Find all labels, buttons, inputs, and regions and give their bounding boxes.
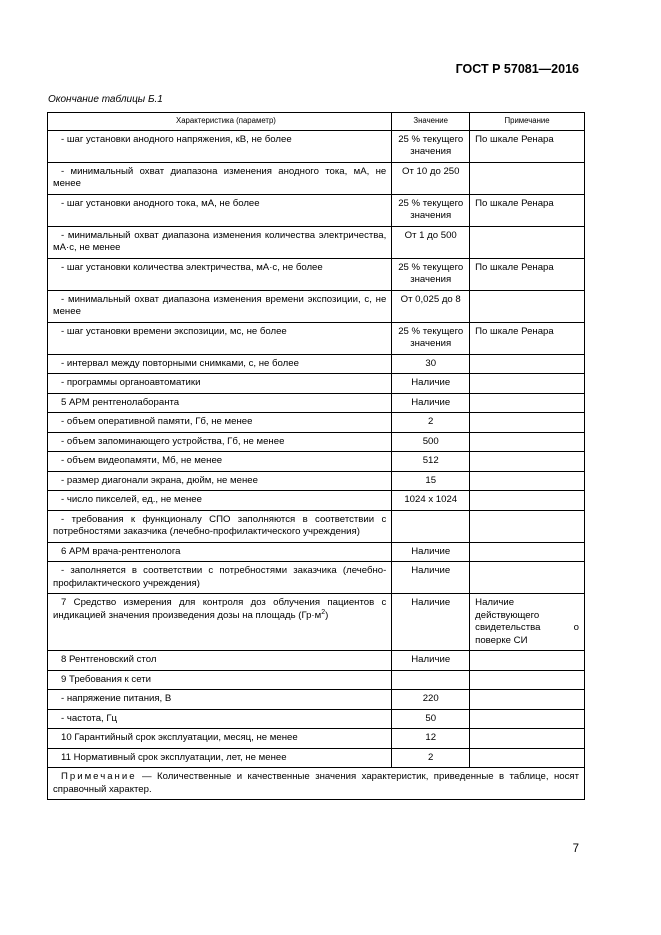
table-row	[48, 226, 585, 258]
table-row	[48, 374, 585, 394]
parameter-text: - требования к функционалу СПО заполняются в соответствии с потребностями заказчика (лечебно-профилактического учреждения)	[53, 513, 387, 537]
parameter-cell	[48, 194, 392, 226]
header-note: Примечание	[470, 113, 585, 131]
parameter-text: 8 Рентгеновский стол	[61, 654, 157, 665]
parameter-text: - минимальный охват диапазона изменения времени экспозиции, с, не менее	[53, 293, 387, 317]
value-cell: 1024 х 1024	[392, 491, 470, 511]
parameter-cell	[48, 354, 392, 374]
note-cell	[470, 471, 585, 491]
table-row	[48, 542, 585, 562]
parameter-cell	[48, 709, 392, 729]
value-cell: От 10 до 250	[392, 162, 470, 194]
table-body	[48, 130, 585, 768]
table-row	[48, 354, 585, 374]
table-row	[48, 670, 585, 690]
parameter-cell	[48, 374, 392, 394]
parameter-cell	[48, 471, 392, 491]
parameter-text: - шаг установки времени экспозиции, мс, не более	[61, 325, 287, 337]
table-row	[48, 162, 585, 194]
value-cell: 12	[392, 729, 470, 749]
value-cell: 2	[392, 748, 470, 768]
table-row	[48, 393, 585, 413]
table-row	[48, 194, 585, 226]
table-row	[48, 258, 585, 290]
header-value: Значение	[392, 113, 470, 131]
parameter-text: - размер диагонали экрана, дюйм, не менее	[61, 474, 258, 486]
value-cell: 25 % текущего значения	[392, 130, 470, 162]
table-row	[48, 452, 585, 472]
value-cell: 50	[392, 709, 470, 729]
table-row	[48, 413, 585, 433]
value-cell: От 1 до 500	[392, 226, 470, 258]
parameter-text: - программы органоавтоматики	[61, 377, 201, 388]
note-cell	[470, 542, 585, 562]
table-row	[48, 471, 585, 491]
parameter-text: - интервал между повторными снимками, с, не более	[61, 357, 299, 369]
value-cell: 2	[392, 413, 470, 433]
parameter-cell	[48, 729, 392, 749]
note-cell	[470, 413, 585, 433]
table-row	[48, 594, 585, 651]
table-footnote	[48, 768, 585, 800]
parameter-text: - объем оперативной памяти, Гб, не менее	[61, 416, 253, 427]
table-row	[48, 432, 585, 452]
note-cell	[470, 374, 585, 394]
value-cell: Наличие	[392, 562, 470, 594]
value-cell	[392, 510, 470, 542]
value-cell: 25 % текущего значения	[392, 194, 470, 226]
value-cell: Наличие	[392, 594, 470, 651]
parameter-cell	[48, 393, 392, 413]
value-cell: 15	[392, 471, 470, 491]
parameter-text: 6 АРМ врача-рентгенолога	[61, 545, 181, 557]
value-cell: 512	[392, 452, 470, 472]
note-cell	[470, 452, 585, 472]
note-cell	[470, 709, 585, 729]
parameter-cell	[48, 226, 392, 258]
parameter-text: 10 Гарантийный срок эксплуатации, месяц, не менее	[61, 732, 298, 743]
parameter-cell	[48, 258, 392, 290]
note-cell	[470, 729, 585, 749]
table-row	[48, 729, 585, 749]
parameter-cell	[48, 651, 392, 671]
parameter-cell	[48, 162, 392, 194]
footnote-label: Примечание	[61, 771, 137, 782]
page-number: 7	[572, 843, 579, 855]
value-cell: 220	[392, 690, 470, 710]
parameter-text: 5 АРМ рентгенолаборанта	[61, 396, 180, 408]
value-cell: От 0,025 до 8	[392, 290, 470, 322]
value-cell	[392, 670, 470, 690]
value-cell: 25 % текущего значения	[392, 258, 470, 290]
parameter-cell	[48, 130, 392, 162]
note-cell: Наличие действующего свидетельства о поверке СИ	[470, 594, 585, 651]
parameter-superscript: 2	[321, 608, 326, 616]
value-cell: 25 % текущего значения	[392, 322, 470, 354]
table-caption: Окончание таблицы Б.1	[48, 94, 163, 105]
parameter-tail: )	[325, 609, 329, 621]
note-cell	[470, 491, 585, 511]
parameter-text: - шаг установки количества электричества, мА·с, не более	[61, 261, 323, 273]
parameter-cell	[48, 748, 392, 768]
specification-table	[47, 112, 585, 800]
parameter-text: - объем запоминающего устройства, Гб, не менее	[61, 435, 285, 447]
value-cell: 500	[392, 432, 470, 452]
parameter-cell	[48, 322, 392, 354]
value-cell: Наличие	[392, 651, 470, 671]
parameter-cell	[48, 594, 392, 651]
note-cell: По шкале Ренара	[470, 322, 585, 354]
table-row	[48, 709, 585, 729]
parameter-cell	[48, 491, 392, 511]
parameter-cell	[48, 562, 392, 594]
table-header-row	[48, 113, 585, 131]
note-cell	[470, 226, 585, 258]
note-cell: По шкале Ренара	[470, 194, 585, 226]
table-footnote-row	[48, 768, 585, 800]
parameter-cell	[48, 432, 392, 452]
parameter-text: 7 Средство измерения для контроля доз облучения пациентов с индикацией значения произведения дозы на площадь (Гр·м	[53, 597, 387, 621]
note-cell	[470, 290, 585, 322]
note-cell	[470, 562, 585, 594]
parameter-text: - заполняется в соответствии с потребностями заказчика (лечебно-профилактического учреждения)	[53, 565, 387, 589]
parameter-cell	[48, 670, 392, 690]
parameter-text: - шаг установки анодного напряжения, кВ, не более	[61, 133, 292, 145]
table-row	[48, 491, 585, 511]
note-cell	[470, 690, 585, 710]
note-cell	[470, 510, 585, 542]
parameter-text: - шаг установки анодного тока, мА, не более	[61, 197, 260, 209]
footnote-text: — Количественные и качественные значения характеристик, приведенные в таблице, носят справочный характер.	[53, 771, 579, 795]
value-cell: Наличие	[392, 542, 470, 562]
note-cell	[470, 651, 585, 671]
table-row	[48, 510, 585, 542]
parameter-text: - объем видеопамяти, Мб, не менее	[61, 455, 223, 466]
table-row	[48, 748, 585, 768]
parameter-cell	[48, 413, 392, 433]
note-cell	[470, 162, 585, 194]
value-cell: Наличие	[392, 393, 470, 413]
parameter-cell	[48, 690, 392, 710]
parameter-cell	[48, 452, 392, 472]
value-cell: 30	[392, 354, 470, 374]
table-row	[48, 130, 585, 162]
note-cell	[470, 393, 585, 413]
table-row	[48, 290, 585, 322]
table-row	[48, 651, 585, 671]
note-cell	[470, 670, 585, 690]
note-cell	[470, 354, 585, 374]
parameter-text: 9 Требования к сети	[61, 673, 151, 685]
parameter-text: - число пикселей, ед., не менее	[61, 494, 202, 505]
parameter-cell	[48, 290, 392, 322]
parameter-text: - минимальный охват диапазона изменения анодного тока, мА, не менее	[53, 165, 387, 189]
parameter-text: - минимальный охват диапазона изменения количества электричества, мА·с, не менее	[53, 229, 387, 253]
parameter-cell	[48, 510, 392, 542]
table-row	[48, 322, 585, 354]
value-cell: Наличие	[392, 374, 470, 394]
parameter-cell	[48, 542, 392, 562]
table-row	[48, 562, 585, 594]
parameter-text: - частота, Гц	[61, 712, 118, 724]
parameter-text: - напряжение питания, В	[61, 693, 172, 704]
header-parameter: Характеристика (параметр)	[48, 113, 392, 131]
note-cell: По шкале Ренара	[470, 258, 585, 290]
note-cell: По шкале Ренара	[470, 130, 585, 162]
parameter-text: 11 Нормативный срок эксплуатации, лет, не менее	[61, 751, 287, 763]
document-standard-header: ГОСТ Р 57081—2016	[455, 62, 579, 76]
table-row	[48, 690, 585, 710]
note-cell	[470, 748, 585, 768]
note-cell	[470, 432, 585, 452]
